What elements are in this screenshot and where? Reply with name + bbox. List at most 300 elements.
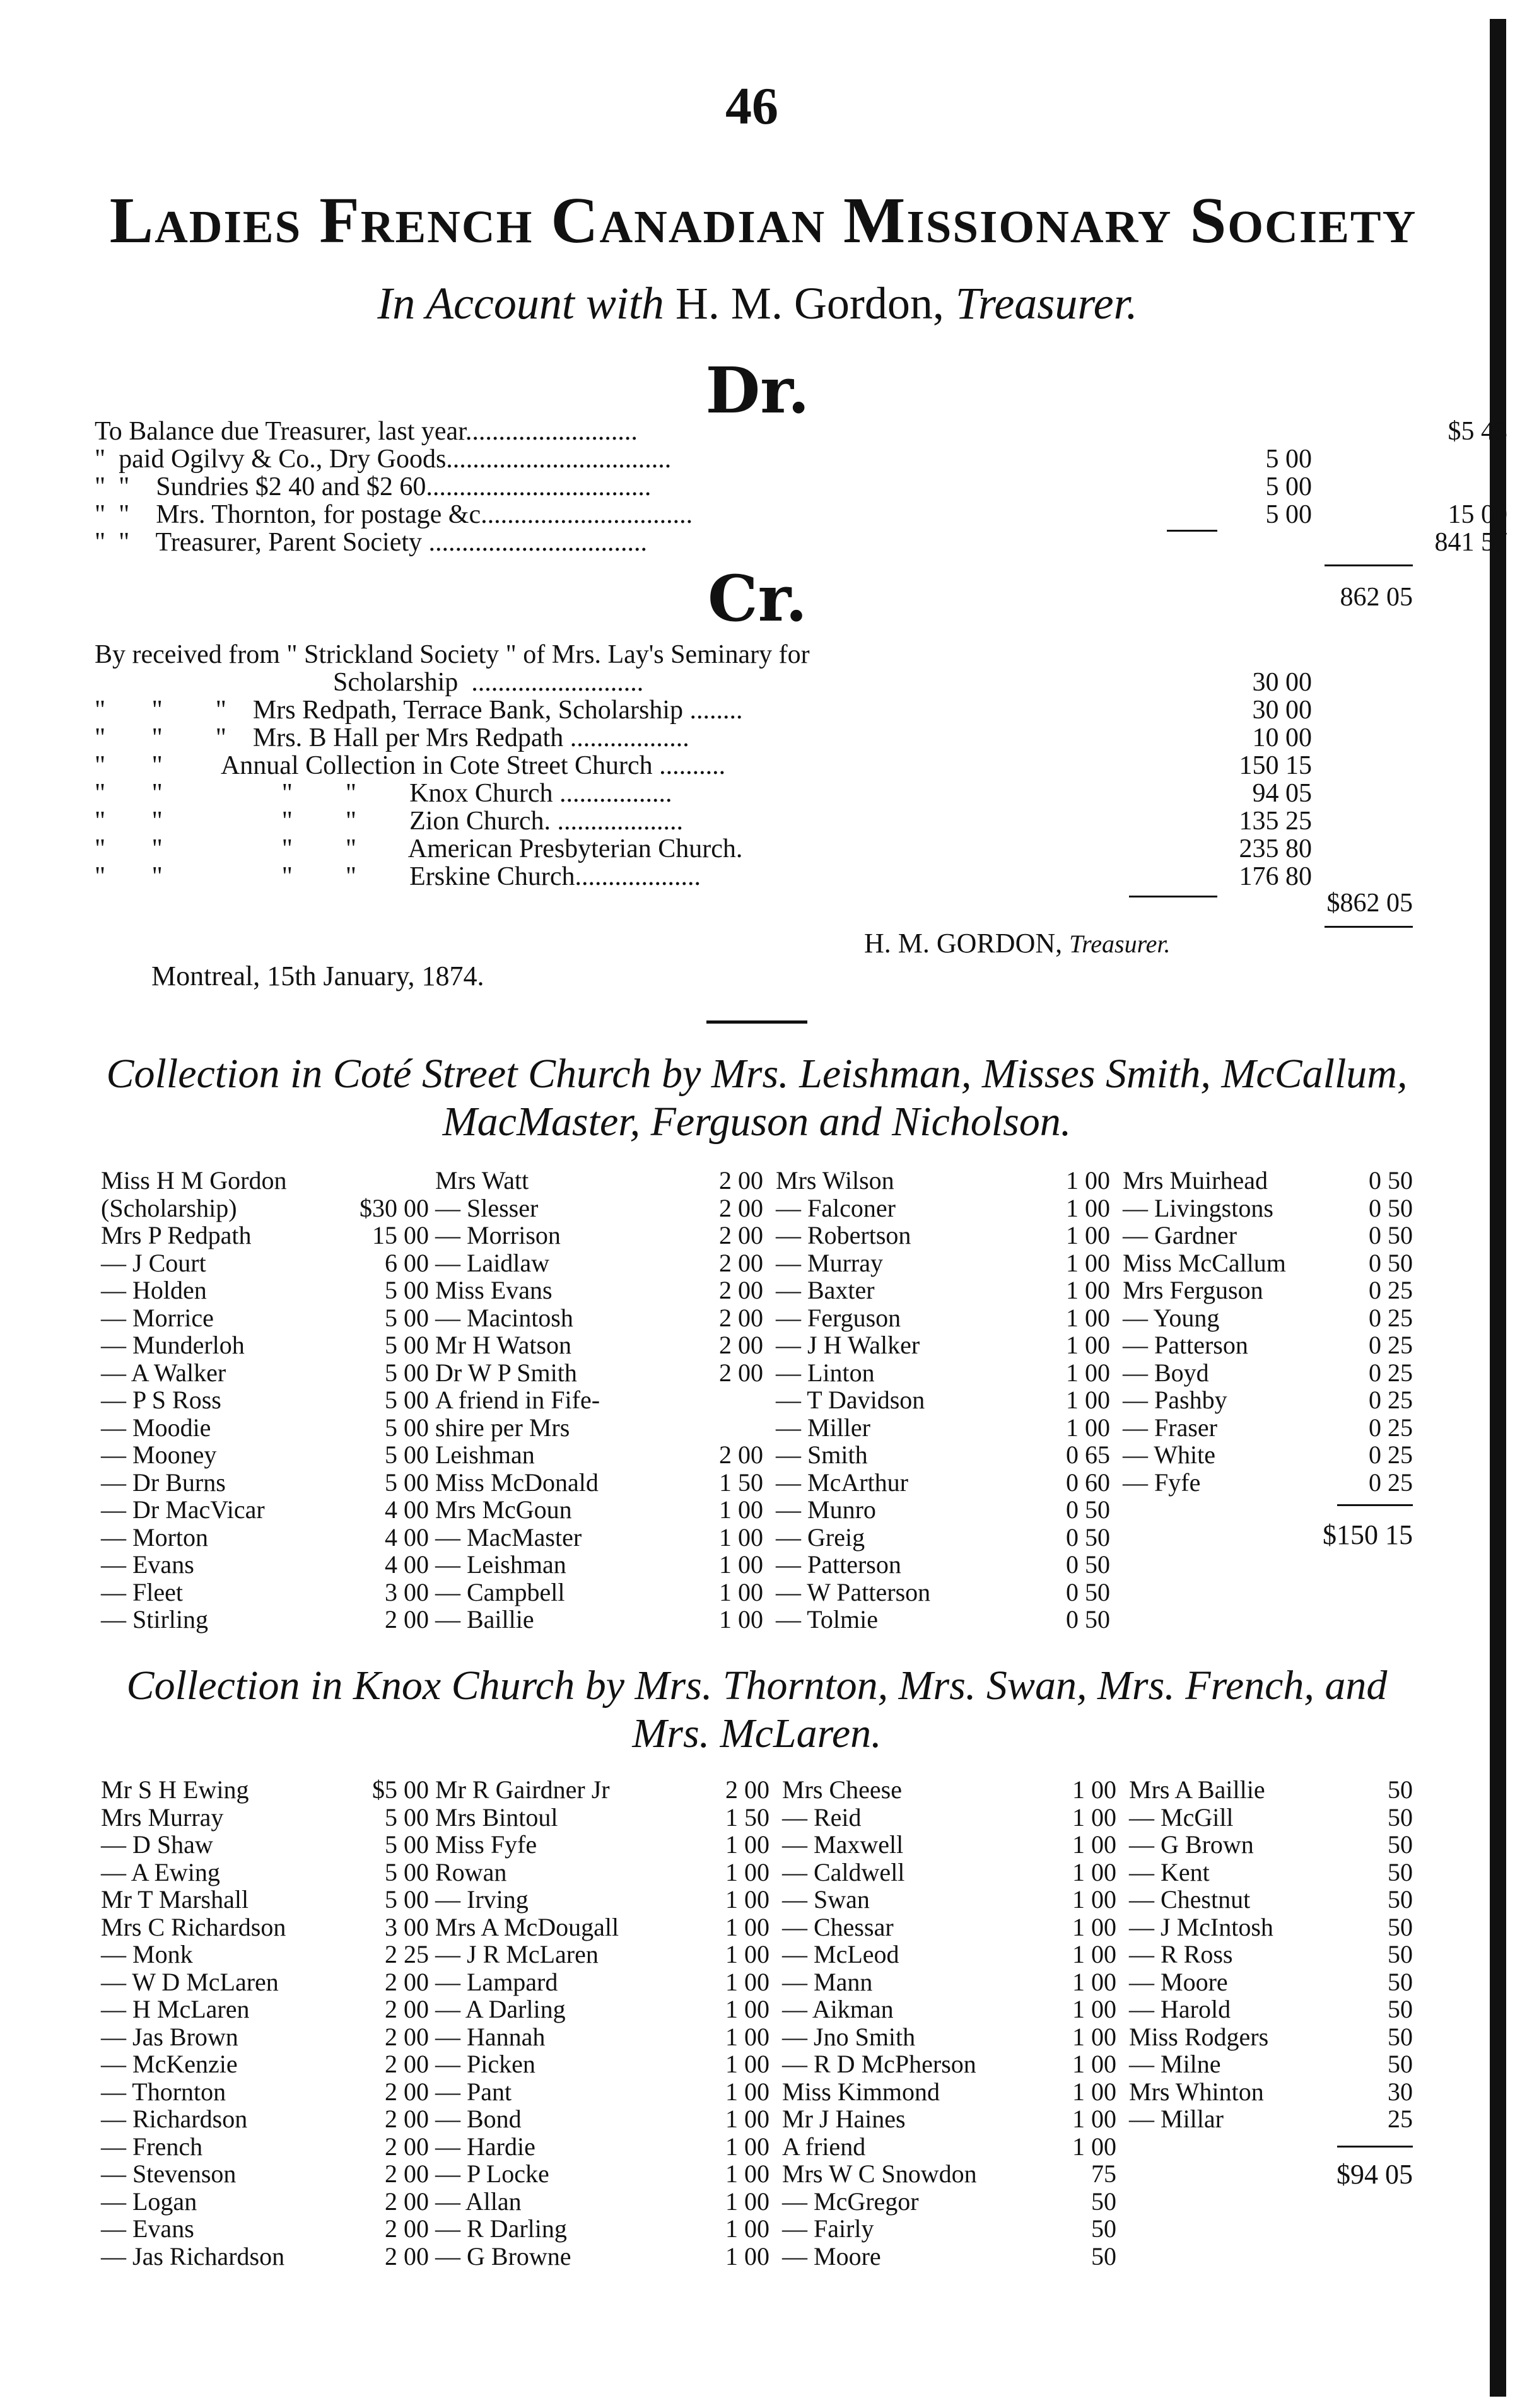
donor-name: — J R McLaren bbox=[435, 1940, 599, 1968]
donor-amount: 2 00 bbox=[385, 1995, 429, 2023]
debit-row bbox=[95, 445, 1419, 473]
list-item bbox=[101, 1414, 429, 1442]
donor-amount: 1 00 bbox=[1072, 1967, 1116, 1996]
credit-row bbox=[95, 641, 1419, 669]
list-item bbox=[101, 1551, 429, 1579]
debit-row bbox=[95, 473, 1419, 501]
donor-amount: 1 00 bbox=[1072, 1857, 1116, 1886]
donor-amount: 1 00 bbox=[1066, 1386, 1110, 1414]
donor-name: — Reid bbox=[782, 1803, 862, 1832]
list-item bbox=[782, 1859, 1116, 1886]
list-item bbox=[435, 2105, 769, 2133]
donor-amount: 0 25 bbox=[1369, 1413, 1413, 1442]
donor-name: — Irving bbox=[435, 1885, 529, 1914]
list-item bbox=[1129, 1941, 1413, 1968]
credit-amount: 176 80 bbox=[1239, 862, 1312, 891]
donor-name: — Jno Smith bbox=[782, 2022, 916, 2051]
donor-amount: 1 00 bbox=[725, 1995, 769, 2023]
list-item bbox=[101, 1914, 429, 1941]
donor-name: — Boyd bbox=[1123, 1358, 1209, 1387]
list-item bbox=[435, 2023, 769, 2051]
donor-name: — Leishman bbox=[435, 1550, 566, 1579]
donor-name: — R D McPherson bbox=[782, 2050, 976, 2078]
list-item bbox=[101, 1249, 429, 1277]
donor-amount: 5 00 bbox=[385, 1331, 429, 1359]
donor-amount: 50 bbox=[1388, 1967, 1413, 1996]
donor-amount: 0 25 bbox=[1369, 1441, 1413, 1469]
donor-name: — Mann bbox=[782, 1967, 873, 1996]
donor-amount: 2 00 bbox=[385, 2187, 429, 2216]
donor-amount: 2 00 bbox=[719, 1221, 763, 1249]
donor-name: Miss McCallum bbox=[1123, 1248, 1286, 1277]
donor-name: — Stevenson bbox=[101, 2160, 237, 2188]
donor-name: — Fraser bbox=[1123, 1413, 1217, 1442]
donor-name: — A Darling bbox=[435, 1995, 566, 2023]
donor-name: — Moodie bbox=[101, 1413, 211, 1442]
list-item bbox=[435, 1277, 763, 1304]
list-item bbox=[101, 1996, 429, 2023]
list-item bbox=[782, 1914, 1116, 1941]
donor-name: Mrs Whinton bbox=[1129, 2077, 1264, 2106]
donor-amount: 1 00 bbox=[725, 2187, 769, 2216]
list-item bbox=[101, 1579, 429, 1606]
list-item bbox=[1129, 1776, 1413, 1804]
donor-name: Miss Evans bbox=[435, 1276, 553, 1304]
donor-amount: 1 00 bbox=[1066, 1331, 1110, 1359]
list-item bbox=[1123, 1386, 1413, 1414]
donor-amount: 2 00 bbox=[725, 1775, 769, 1804]
donor-amount: 2 00 bbox=[385, 2077, 429, 2106]
donor-amount: 30 bbox=[1388, 2077, 1413, 2106]
list-item bbox=[101, 1359, 429, 1387]
credit-desc: " " " Mrs. B Hall per Mrs Redpath .................. bbox=[95, 723, 689, 752]
list-item bbox=[776, 1277, 1110, 1304]
list-item bbox=[1123, 1414, 1413, 1442]
donor-name: — Patterson bbox=[1123, 1331, 1248, 1359]
list-item bbox=[782, 2105, 1116, 2133]
donor-name: Mr H Watson bbox=[435, 1331, 572, 1359]
list-item bbox=[1129, 1831, 1413, 1859]
donor-name: Mr J Haines bbox=[782, 2105, 906, 2133]
donor-name: — Miller bbox=[776, 1413, 870, 1442]
credit-desc: " " Annual Collection in Cote Street Church .......... bbox=[95, 751, 726, 780]
donor-name: — Baillie bbox=[435, 1605, 534, 1634]
donor-amount: 75 bbox=[1091, 2160, 1116, 2188]
donor-name: — Maxwell bbox=[782, 1830, 904, 1859]
donor-name: Mrs Muirhead bbox=[1123, 1166, 1268, 1195]
donor-amount: 5 00 bbox=[385, 1358, 429, 1387]
list-item bbox=[101, 1386, 429, 1414]
list-item bbox=[782, 2050, 1116, 2078]
donor-name: Mrs Bintoul bbox=[435, 1803, 558, 1832]
donor-amount: 1 00 bbox=[719, 1577, 763, 1606]
list-item bbox=[776, 1304, 1110, 1332]
list-item bbox=[101, 1606, 429, 1634]
donor-name: Mrs Watt bbox=[435, 1166, 529, 1195]
list-item bbox=[435, 1331, 763, 1359]
list-item bbox=[101, 2160, 429, 2188]
debit-desc: " " Sundries $2 40 and $2 60.................................. bbox=[95, 472, 652, 501]
donor-amount: 50 bbox=[1388, 2022, 1413, 2051]
donor-name: — Evans bbox=[101, 2214, 194, 2243]
donor-amount: 50 bbox=[1091, 2241, 1116, 2271]
donor-name: — Morton bbox=[101, 1523, 208, 1552]
list-item bbox=[101, 2023, 429, 2051]
donor-amount: 2 00 bbox=[385, 2105, 429, 2133]
donor-amount: 0 50 bbox=[1369, 1193, 1413, 1222]
list-item bbox=[435, 2188, 769, 2216]
donor-name: — J H Walker bbox=[776, 1331, 920, 1359]
credit-desc: By received from " Strickland Society " of Mrs. Lay's Seminary for bbox=[95, 640, 810, 669]
donor-name: — Pant bbox=[435, 2077, 512, 2106]
donor-name: Mrs Wilson bbox=[776, 1166, 894, 1195]
knox-total-rule bbox=[1337, 2146, 1413, 2148]
knox-total: $94 05 bbox=[1337, 2159, 1413, 2190]
donor-amount: 5 00 bbox=[385, 1803, 429, 1832]
donor-amount: 1 00 bbox=[1072, 2105, 1116, 2133]
donor-name: — Tolmie bbox=[776, 1605, 879, 1634]
donor-name: — Greig bbox=[776, 1523, 865, 1552]
donor-name: — Swan bbox=[782, 1885, 870, 1914]
donor-name: — Hardie bbox=[435, 2132, 535, 2161]
list-item bbox=[435, 1386, 763, 1414]
list-item bbox=[776, 1359, 1110, 1387]
donor-amount: 50 bbox=[1388, 2050, 1413, 2078]
donor-name: — Milne bbox=[1129, 2050, 1221, 2078]
list-item bbox=[1129, 1804, 1413, 1832]
donor-name: — Laidlaw bbox=[435, 1248, 550, 1277]
list-item bbox=[1129, 1859, 1413, 1886]
debit-extension: 841 57 bbox=[1434, 528, 1507, 557]
donor-name: — Ferguson bbox=[776, 1303, 901, 1332]
list-item bbox=[101, 1524, 429, 1552]
donor-name: Mr R Gairdner Jr bbox=[435, 1775, 610, 1804]
list-item bbox=[1123, 1469, 1413, 1497]
donor-amount: 2 00 bbox=[719, 1248, 763, 1277]
donor-amount: 1 00 bbox=[1072, 1775, 1116, 1804]
donor-amount: 1 00 bbox=[719, 1495, 763, 1524]
list-item bbox=[782, 1804, 1116, 1832]
signature-role: Treasurer. bbox=[1069, 930, 1171, 958]
donor-name: — Bond bbox=[435, 2105, 522, 2133]
donor-name: — Allan bbox=[435, 2187, 522, 2216]
list-item bbox=[101, 1968, 429, 1996]
donor-name: — Millar bbox=[1129, 2105, 1224, 2133]
society-title: Ladies French Canadian Missionary Society bbox=[109, 184, 1417, 257]
donor-amount: 25 bbox=[1388, 2105, 1413, 2133]
donor-name: — Moore bbox=[782, 2241, 881, 2271]
donor-amount: 0 25 bbox=[1369, 1386, 1413, 1414]
list-item bbox=[435, 1804, 769, 1832]
donor-amount: 1 00 bbox=[1072, 1995, 1116, 2023]
donor-amount: 1 00 bbox=[725, 1885, 769, 1914]
list-item bbox=[435, 1195, 763, 1222]
credit-row bbox=[95, 780, 1419, 807]
donor-name: — T Davidson bbox=[776, 1386, 925, 1414]
list-item bbox=[101, 1831, 429, 1859]
donor-name: — Chestnut bbox=[1129, 1885, 1251, 1914]
list-item bbox=[101, 1859, 429, 1886]
list-item bbox=[435, 1441, 763, 1469]
list-item bbox=[435, 2215, 769, 2243]
donor-name: Miss Fyfe bbox=[435, 1830, 537, 1859]
donor-name: — R Ross bbox=[1129, 1940, 1233, 1968]
donor-amount: 5 00 bbox=[385, 1441, 429, 1469]
donor-name: — Caldwell bbox=[782, 1857, 905, 1886]
subtitle-prefix: In Account with bbox=[377, 278, 664, 329]
donor-name: — Picken bbox=[435, 2050, 535, 2078]
list-item bbox=[782, 1968, 1116, 1996]
debit-heading: Dr. bbox=[705, 353, 810, 428]
donor-name: — Linton bbox=[776, 1358, 875, 1387]
donor-name: Miss Kimmond bbox=[782, 2077, 940, 2106]
donor-name: — Chessar bbox=[782, 1912, 894, 1941]
donor-amount: 1 00 bbox=[725, 1830, 769, 1859]
donor-name: — White bbox=[1123, 1441, 1216, 1469]
credit-row bbox=[95, 752, 1419, 780]
credit-desc: " " " " Zion Church. ................... bbox=[95, 807, 684, 836]
credit-row bbox=[95, 807, 1419, 835]
list-item bbox=[1123, 1249, 1413, 1277]
list-item bbox=[101, 1331, 429, 1359]
debit-desc: " " Treasurer, Parent Society ................................. bbox=[95, 528, 648, 557]
donor-amount: 1 00 bbox=[1072, 2050, 1116, 2078]
donor-name: — Morrison bbox=[435, 1221, 561, 1249]
list-item bbox=[782, 2188, 1116, 2216]
list-item bbox=[101, 2105, 429, 2133]
donor-amount: 2 00 bbox=[719, 1303, 763, 1332]
donor-amount: 2 00 bbox=[719, 1441, 763, 1469]
donor-name: shire per Mrs bbox=[435, 1413, 570, 1442]
donor-name: — McArthur bbox=[776, 1468, 908, 1497]
donor-name: Mrs A Baillie bbox=[1129, 1775, 1265, 1804]
donor-amount: 1 00 bbox=[1072, 2132, 1116, 2161]
donor-amount: 1 00 bbox=[725, 2160, 769, 2188]
donor-amount: 5 00 bbox=[385, 1830, 429, 1859]
list-item bbox=[776, 1496, 1110, 1524]
debit-row bbox=[95, 528, 1507, 557]
list-item bbox=[782, 1831, 1116, 1859]
donor-name: — W Patterson bbox=[776, 1577, 931, 1606]
list-item bbox=[1129, 2078, 1413, 2106]
donor-amount: 1 00 bbox=[1072, 1885, 1116, 1914]
list-item bbox=[776, 1551, 1110, 1579]
donor-amount: 1 00 bbox=[1072, 2077, 1116, 2106]
list-item bbox=[435, 1496, 763, 1524]
donor-amount: 0 50 bbox=[1066, 1605, 1110, 1634]
donor-name: — G Brown bbox=[1129, 1830, 1254, 1859]
list-item bbox=[435, 1304, 763, 1332]
list-item bbox=[1123, 1167, 1413, 1195]
list-item bbox=[1129, 1886, 1413, 1914]
knox-list-1 bbox=[101, 1776, 429, 2270]
donor-name: Dr W P Smith bbox=[435, 1358, 577, 1387]
list-item bbox=[1129, 2050, 1413, 2078]
list-item bbox=[101, 1886, 429, 1914]
donor-name: Mrs P Redpath bbox=[101, 1221, 252, 1249]
donor-amount: 5 00 bbox=[385, 1386, 429, 1414]
donor-name: — R Darling bbox=[435, 2214, 567, 2243]
donor-name: — French bbox=[101, 2132, 203, 2161]
donor-name: — Fairly bbox=[782, 2214, 874, 2243]
list-item bbox=[782, 1886, 1116, 1914]
donor-name: — Smith bbox=[776, 1441, 868, 1469]
list-item bbox=[435, 1222, 763, 1249]
list-item bbox=[776, 1331, 1110, 1359]
donor-name: — Aikman bbox=[782, 1995, 894, 2023]
donor-amount: 2 00 bbox=[719, 1166, 763, 1195]
donor-name: — Munro bbox=[776, 1495, 876, 1524]
list-item bbox=[101, 1496, 429, 1524]
list-item bbox=[435, 1551, 763, 1579]
list-item bbox=[776, 1386, 1110, 1414]
donor-name: — Richardson bbox=[101, 2105, 248, 2133]
donor-amount: 2 00 bbox=[719, 1331, 763, 1359]
list-item bbox=[101, 1804, 429, 1832]
donor-amount: 0 60 bbox=[1066, 1468, 1110, 1497]
donor-name: — McGregor bbox=[782, 2187, 919, 2216]
list-item bbox=[435, 1941, 769, 1968]
knox-list-3 bbox=[782, 1776, 1116, 2270]
credit-row bbox=[95, 863, 1419, 891]
list-item bbox=[782, 2215, 1116, 2243]
list-item bbox=[1123, 1277, 1413, 1304]
donor-amount: 1 00 bbox=[725, 2050, 769, 2078]
donor-name: — Macintosh bbox=[435, 1303, 573, 1332]
donor-amount: 50 bbox=[1388, 1940, 1413, 1968]
list-item bbox=[101, 1941, 429, 1968]
list-item bbox=[101, 2050, 429, 2078]
donor-name: Leishman bbox=[435, 1441, 535, 1469]
credit-row bbox=[95, 696, 1419, 724]
credit-amount: 235 80 bbox=[1239, 834, 1312, 863]
donor-name: — J Court bbox=[101, 1248, 206, 1277]
donor-name: — Baxter bbox=[776, 1276, 875, 1304]
donor-amount: 2 00 bbox=[385, 2022, 429, 2051]
donor-amount: 0 65 bbox=[1066, 1441, 1110, 1469]
donor-name: — Campbell bbox=[435, 1577, 565, 1606]
list-item bbox=[101, 2078, 429, 2106]
donor-amount: 1 50 bbox=[725, 1803, 769, 1832]
list-item bbox=[435, 1524, 763, 1552]
debit-total: 862 05 bbox=[1340, 583, 1413, 612]
donor-name: — McLeod bbox=[782, 1940, 899, 1968]
list-item bbox=[101, 2215, 429, 2243]
donor-amount: 1 00 bbox=[1066, 1193, 1110, 1222]
donor-name: — D Shaw bbox=[101, 1830, 213, 1859]
credit-subtotal-rule bbox=[1129, 896, 1217, 897]
credit-desc: Scholarship .......................... bbox=[95, 668, 644, 697]
donor-amount: 1 00 bbox=[719, 1523, 763, 1552]
donor-name: — Livingstons bbox=[1123, 1193, 1273, 1222]
list-item bbox=[101, 1441, 429, 1469]
donor-amount: 1 00 bbox=[725, 1912, 769, 1941]
credit-total-rule bbox=[1325, 926, 1413, 928]
list-item bbox=[1129, 2023, 1413, 2051]
donor-name: — P S Ross bbox=[101, 1386, 221, 1414]
donor-amount: 1 00 bbox=[1066, 1276, 1110, 1304]
donor-amount: 4 00 bbox=[385, 1550, 429, 1579]
donor-name: A friend bbox=[782, 2132, 866, 2161]
donor-name: — Mooney bbox=[101, 1441, 217, 1469]
donor-name: — H McLaren bbox=[101, 1995, 250, 2023]
donor-amount: 1 00 bbox=[1066, 1166, 1110, 1195]
donor-amount: 1 00 bbox=[1072, 2022, 1116, 2051]
donor-amount: 0 25 bbox=[1369, 1358, 1413, 1387]
credit-total: $862 05 bbox=[1326, 889, 1413, 918]
donor-amount: $5 00 bbox=[372, 1775, 429, 1804]
cote-list-2 bbox=[435, 1167, 763, 1634]
list-item bbox=[101, 1469, 429, 1497]
donor-amount: 5 00 bbox=[385, 1303, 429, 1332]
donor-name: Mr S H Ewing bbox=[101, 1775, 249, 1804]
donor-name: — Young bbox=[1123, 1303, 1220, 1332]
list-item bbox=[435, 1249, 763, 1277]
donor-name: — Fyfe bbox=[1123, 1468, 1201, 1497]
donor-amount: 5 00 bbox=[385, 1276, 429, 1304]
donor-amount: 0 50 bbox=[1066, 1523, 1110, 1552]
donor-name: — Morrice bbox=[101, 1303, 214, 1332]
list-item bbox=[1123, 1359, 1413, 1387]
donor-amount: 3 00 bbox=[385, 1577, 429, 1606]
donor-name: — Moore bbox=[1129, 1967, 1228, 1996]
donor-amount: 2 25 bbox=[385, 1940, 429, 1968]
list-item bbox=[101, 1304, 429, 1332]
account-subtitle bbox=[0, 278, 1515, 330]
list-item bbox=[101, 2243, 429, 2271]
list-item bbox=[435, 1776, 769, 1804]
treasurer-role: Treasurer. bbox=[955, 278, 1138, 329]
debit-desc: " paid Ogilvy & Co., Dry Goods.................................. bbox=[95, 445, 672, 474]
donor-name: — W D McLaren bbox=[101, 1967, 279, 1996]
donor-name: Mrs Murray bbox=[101, 1803, 224, 1832]
donor-amount: 1 00 bbox=[1066, 1413, 1110, 1442]
donor-name: Mr T Marshall bbox=[101, 1885, 249, 1914]
list-item bbox=[101, 2188, 429, 2216]
donor-amount: 50 bbox=[1388, 1912, 1413, 1941]
list-item bbox=[776, 1606, 1110, 1634]
donor-amount: 1 00 bbox=[725, 2214, 769, 2243]
donor-amount: 1 00 bbox=[1072, 1803, 1116, 1832]
donor-amount: 1 00 bbox=[725, 1857, 769, 1886]
knox-list-2 bbox=[435, 1776, 769, 2270]
list-item bbox=[435, 1886, 769, 1914]
donor-amount: 1 00 bbox=[1066, 1358, 1110, 1387]
donor-amount: 1 00 bbox=[1072, 1940, 1116, 1968]
donor-name: — Falconer bbox=[776, 1193, 896, 1222]
list-item bbox=[776, 1524, 1110, 1552]
list-item bbox=[776, 1249, 1110, 1277]
donor-name: — Jas Brown bbox=[101, 2022, 238, 2051]
credit-row bbox=[95, 835, 1419, 863]
donor-amount: 2 00 bbox=[385, 1605, 429, 1634]
debit-amount: 5 00 bbox=[1265, 445, 1312, 474]
donor-name: (Scholarship) bbox=[101, 1193, 237, 1222]
donor-name: — Jas Richardson bbox=[101, 2241, 285, 2271]
debit-amount: 5 00 bbox=[1265, 472, 1312, 501]
treasurer-signature bbox=[864, 927, 1171, 959]
donor-amount: 1 00 bbox=[725, 2022, 769, 2051]
donor-name: Mrs W C Snowdon bbox=[782, 2160, 977, 2188]
list-item bbox=[776, 1414, 1110, 1442]
donor-name: Mrs Cheese bbox=[782, 1775, 902, 1804]
debit-extension: 15 00 bbox=[1448, 500, 1507, 529]
credit-amount: 150 15 bbox=[1239, 751, 1312, 780]
list-item bbox=[101, 1776, 429, 1804]
list-item bbox=[435, 1579, 763, 1606]
list-item bbox=[101, 1195, 429, 1222]
donor-amount: 0 25 bbox=[1369, 1303, 1413, 1332]
